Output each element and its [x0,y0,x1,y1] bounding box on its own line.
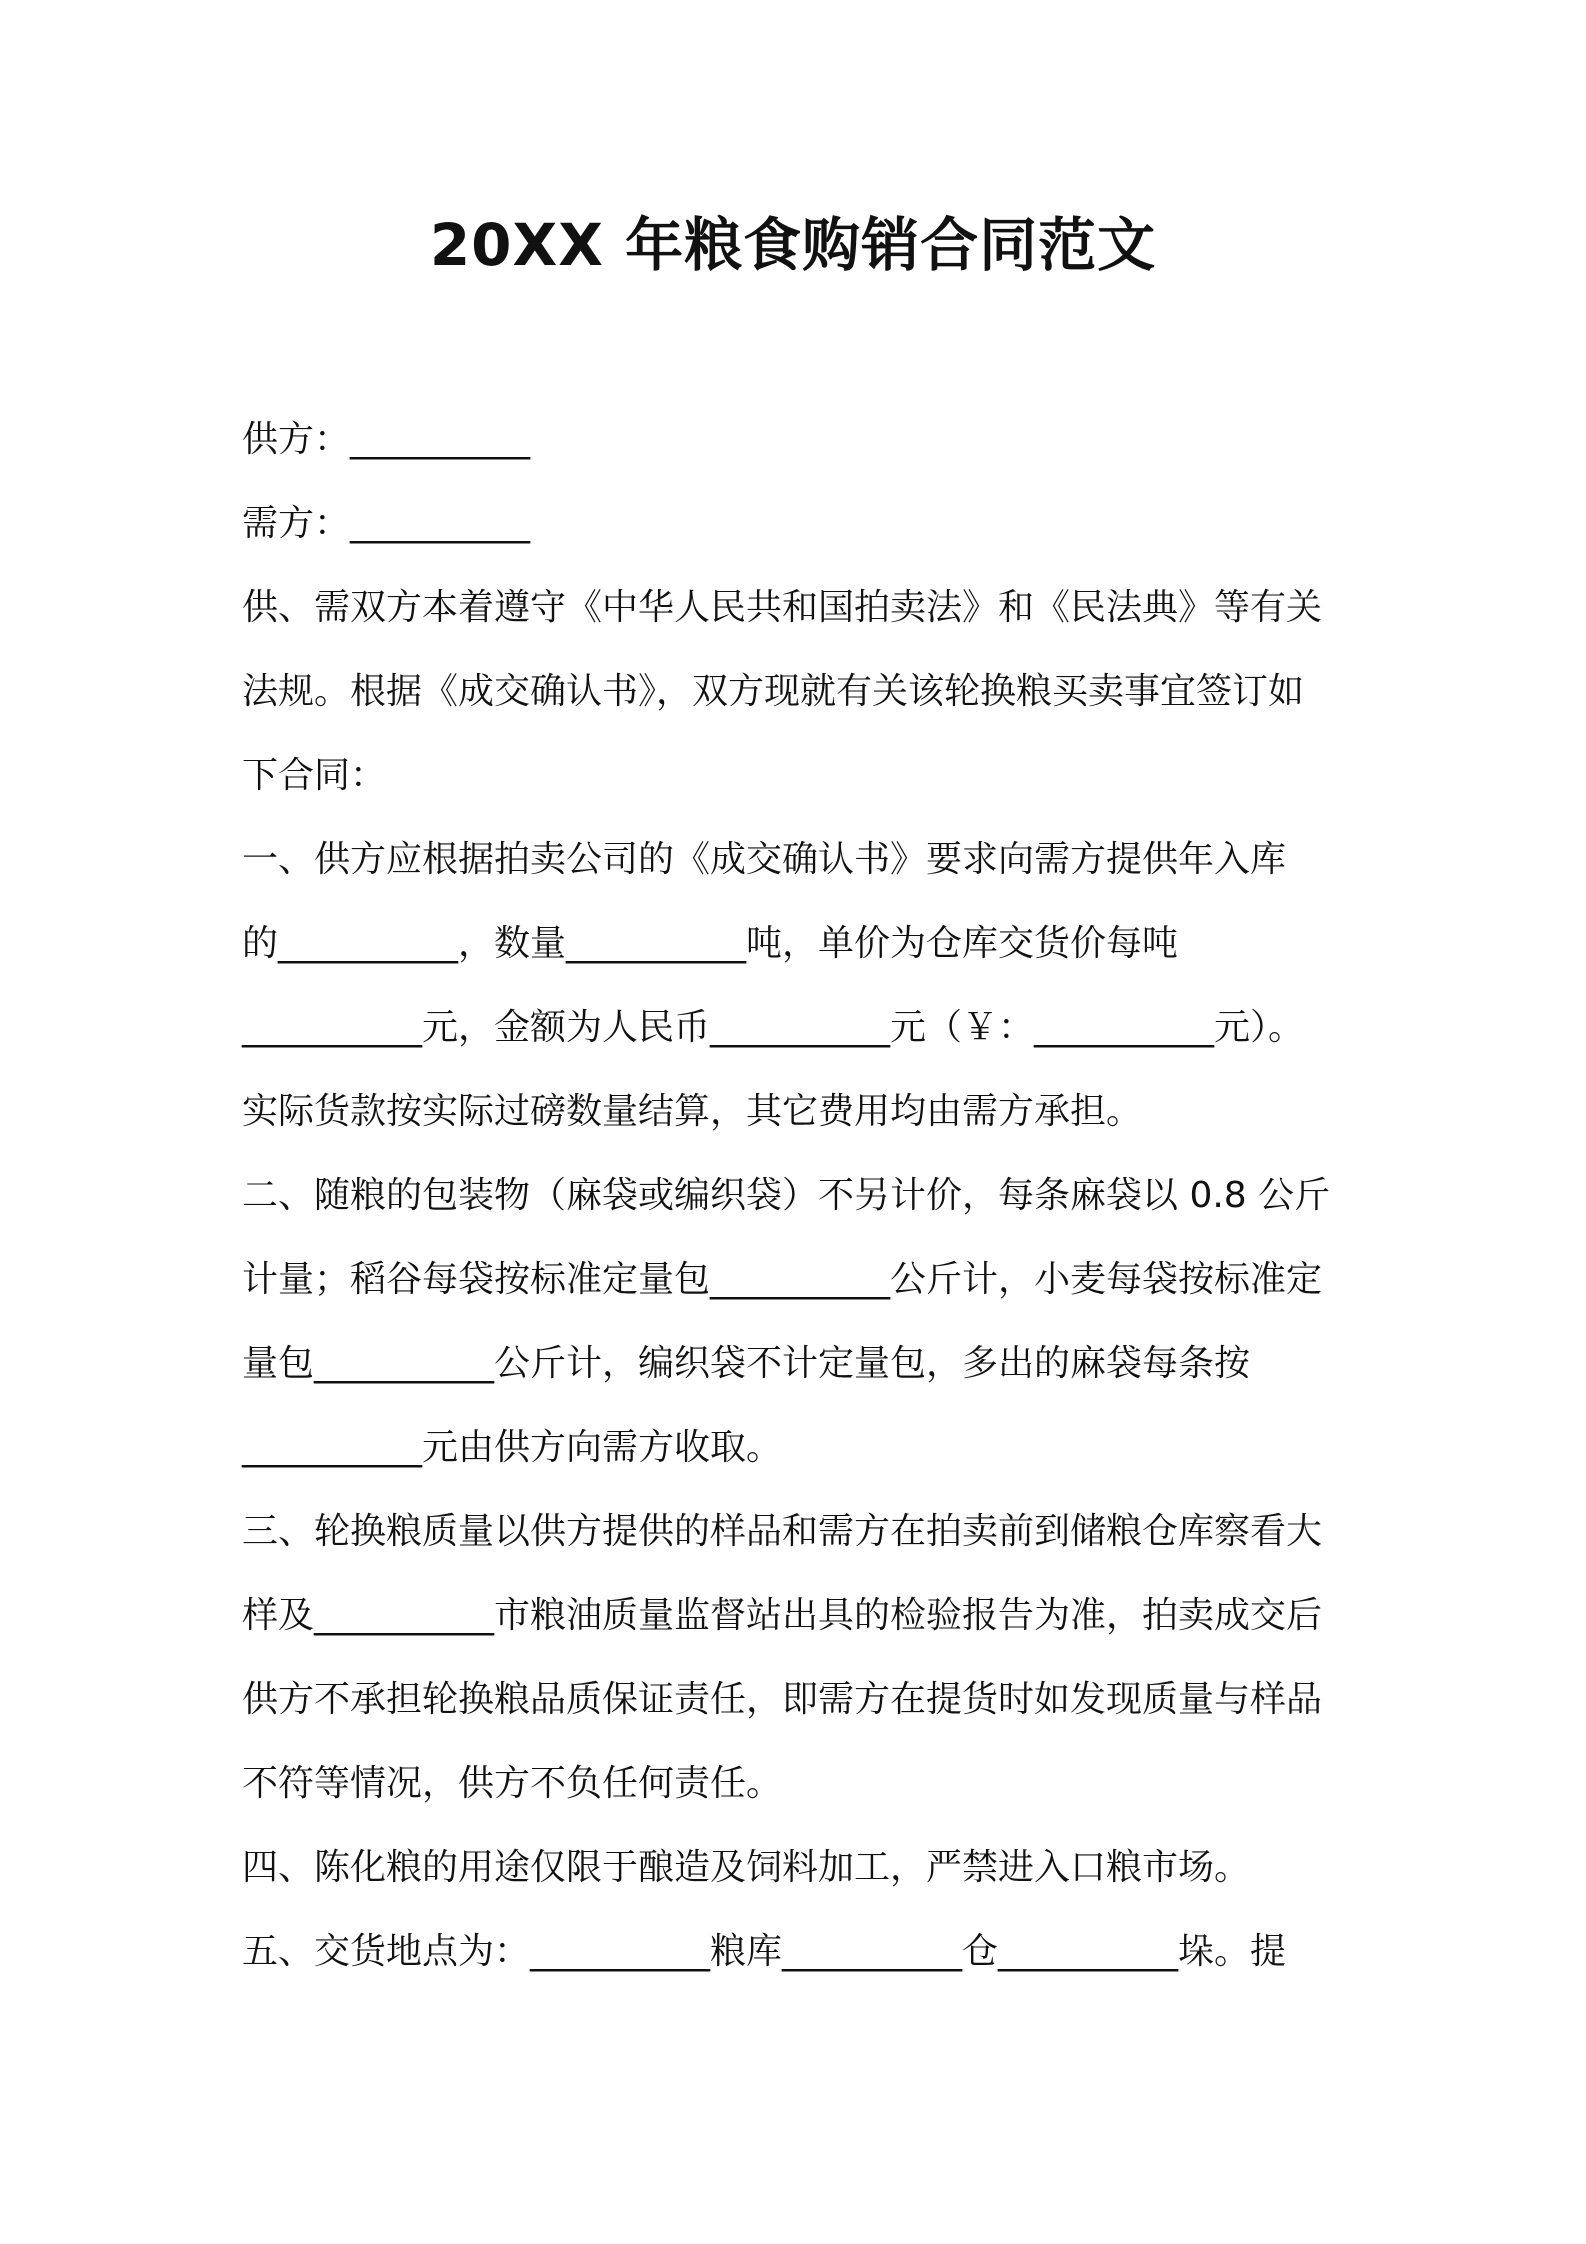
clause-1-line: __________元，金额为人民币__________元（￥：__________元）。 [242,1007,1305,1048]
clause-3-line: 供方不承担轮换粮品质保证责任，即需方在提货时如发现质量与样品 [242,1679,1323,1720]
document-title: 20XX 年粮食购销合同范文 [429,211,1157,279]
clause-5-line: 五、交货地点为：__________粮库__________仓__________垛。提 [242,1931,1287,1972]
clause-2-line: 量包__________公斤计，编织袋不计定量包，多出的麻袋每条按 [242,1343,1251,1384]
preamble-line: 法规。根据《成交确认书》，双方现就有关该轮换粮买卖事宜签订如 [242,671,1305,712]
clause-1-line: 一、供方应根据拍卖公司的《成交确认书》要求向需方提供年入库 [242,839,1287,880]
clause-4-line: 四、陈化粮的用途仅限于酿造及饲料加工，严禁进入口粮市场。 [242,1847,1251,1888]
supplier-line: 供方：__________ [242,419,531,460]
clause-3-line: 三、轮换粮质量以供方提供的样品和需方在拍卖前到储粮仓库察看大 [242,1511,1323,1552]
clause-1-line: 实际货款按实际过磅数量结算，其它费用均由需方承担。 [242,1091,1143,1132]
preamble-line: 供、需双方本着遵守《中华人民共和国拍卖法》和《民法典》等有关 [242,587,1323,628]
buyer-line: 需方：__________ [242,503,531,544]
preamble-line: 下合同： [242,755,387,796]
clause-3-line: 样及__________市粮油质量监督站出具的检验报告为准，拍卖成交后 [242,1595,1323,1636]
clause-2-line: 计量；稻谷每袋按标准定量包__________公斤计，小麦每袋按标准定 [242,1259,1323,1300]
contract-body [242,398,1352,1994]
clause-3-line: 不符等情况，供方不负任何责任。 [242,1763,783,1804]
clause-1-line: 的__________，数量__________吨，单价为仓库交货价每吨 [242,923,1179,964]
clause-2-line: 二、随粮的包装物（麻袋或编织袋）不另计价，每条麻袋以 0.8 公斤 [242,1175,1331,1216]
clause-2-line: __________元由供方向需方收取。 [242,1427,783,1468]
